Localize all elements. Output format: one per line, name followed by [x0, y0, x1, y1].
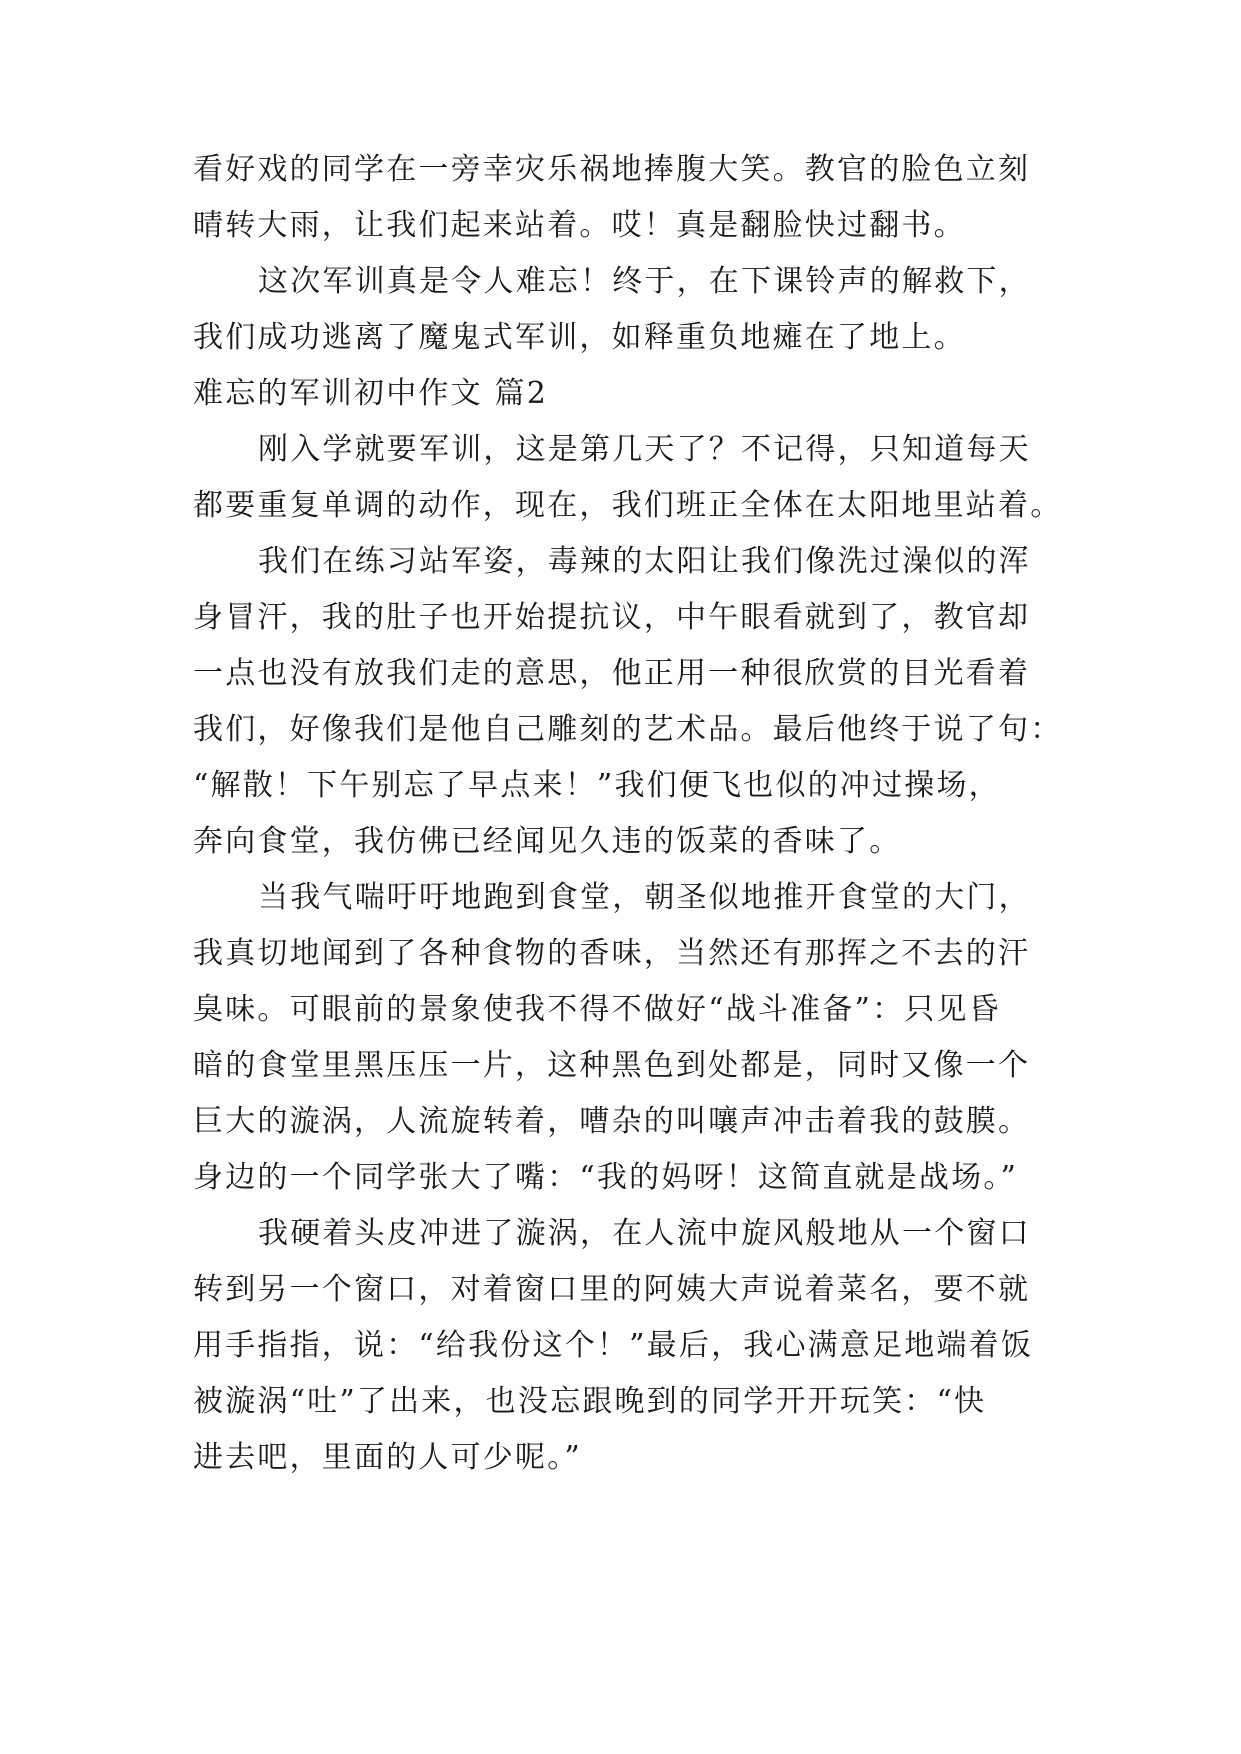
- paragraph-first-line: 我们在练习站军姿，毒辣的太阳让我们像洗过澡似的浑: [258, 544, 1031, 579]
- text-line: 被漩涡“吐”了出来，也没忘跟晚到的同学开开玩笑：“快: [193, 1384, 987, 1419]
- text-line: 臭味。可眼前的景象使我不得不做好“战斗准备”：只见昏: [193, 992, 1001, 1027]
- text-line: 进去吧，里面的人可少呢。”: [193, 1440, 582, 1475]
- text-line: 暗的食堂里黑压压一片，这种黑色到处都是，同时又像一个: [193, 1048, 1031, 1083]
- paragraph-first-line: 当我气喘吁吁地跑到食堂，朝圣似地推开食堂的大门，: [258, 880, 1031, 915]
- text-line: “解散！下午别忘了早点来！”我们便飞也似的冲过操场，: [193, 768, 1001, 803]
- text-line: 看好戏的同学在一旁幸灾乐祸地捧腹大笑。教官的脸色立刻: [193, 152, 1031, 187]
- text-line: 奔向食堂，我仿佛已经闻见久违的饭菜的香味了。: [193, 824, 902, 859]
- text-line: 身冒汗，我的肚子也开始提抗议，中午眼看就到了，教官却: [193, 600, 1031, 635]
- text-line: 都要重复单调的动作，现在，我们班正全体在太阳地里站着。: [193, 488, 1063, 523]
- text-line: 转到另一个窗口，对着窗口里的阿姨大声说着菜名，要不就: [193, 1272, 1031, 1307]
- section-heading: 难忘的军训初中作文 篇2: [193, 376, 549, 411]
- text-line: 身边的一个同学张大了嘴：“我的妈呀！这简直就是战场。”: [193, 1160, 1019, 1195]
- text-line: 我真切地闻到了各种食物的香味，当然还有那挥之不去的汗: [193, 936, 1031, 971]
- text-line: 巨大的漩涡，人流旋转着，嘈杂的叫嚷声冲击着我的鼓膜。: [193, 1104, 1031, 1139]
- text-line: 用手指指，说：“给我份这个！”最后，我心满意足地端着饭: [193, 1328, 1034, 1363]
- paragraph-first-line: 我硬着头皮冲进了漩涡，在人流中旋风般地从一个窗口: [258, 1216, 1031, 1251]
- paragraph-first-line: 这次军训真是令人难忘！终于，在下课铃声的解救下，: [258, 264, 1031, 299]
- text-line: 我们，好像我们是他自己雕刻的艺术品。最后他终于说了句：: [193, 712, 1063, 747]
- text-line: 晴转大雨，让我们起来站着。哎！真是翻脸快过翻书。: [193, 208, 966, 243]
- text-line: 我们成功逃离了魔鬼式军训，如释重负地瘫在了地上。: [193, 320, 966, 355]
- paragraph-first-line: 刚入学就要军训，这是第几天了？不记得，只知道每天: [258, 432, 1031, 467]
- text-line: 一点也没有放我们走的意思，他正用一种很欣赏的目光看着: [193, 656, 1031, 691]
